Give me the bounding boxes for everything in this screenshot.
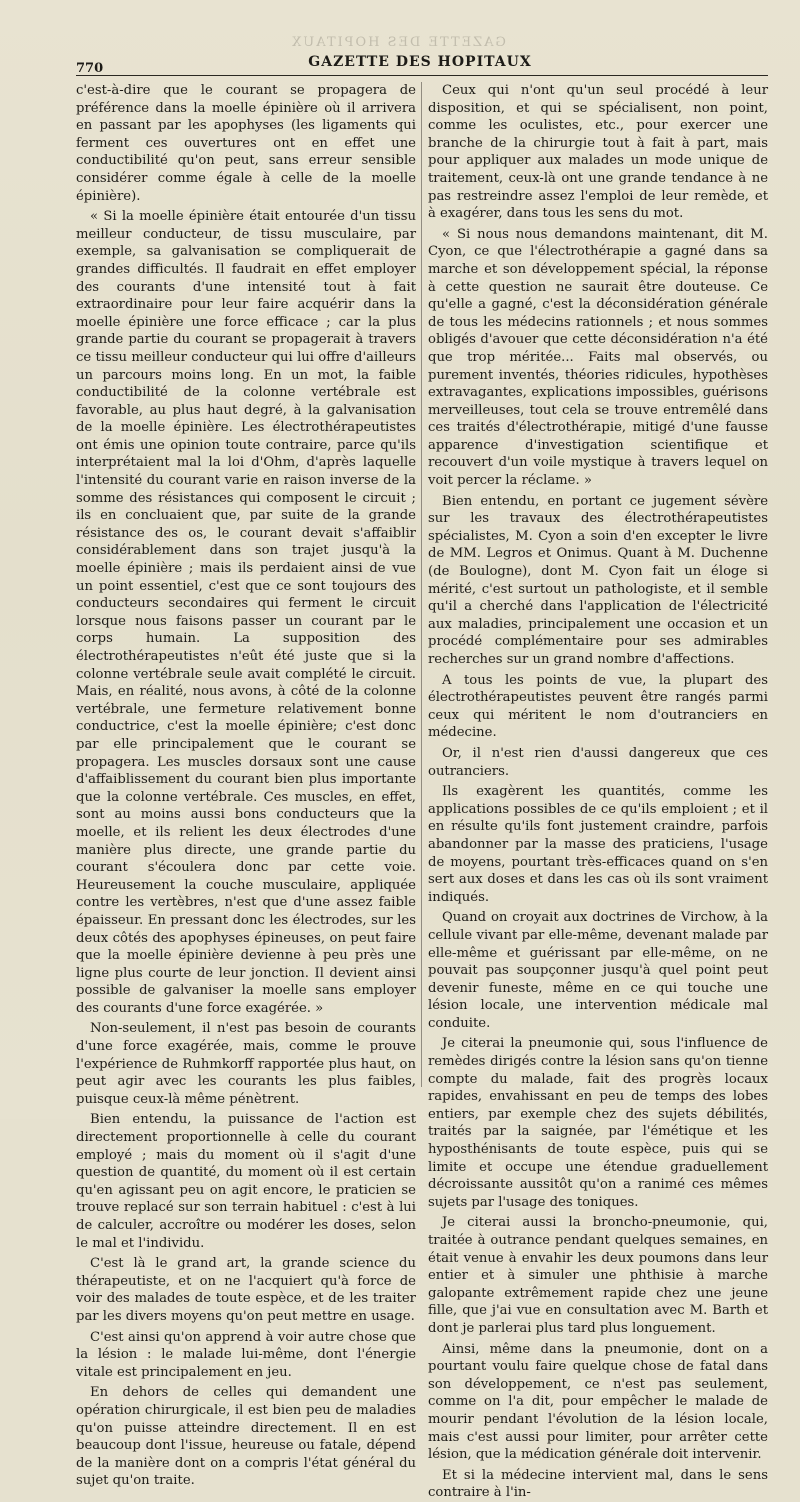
running-title: GAZETTE DES HOPITAUX xyxy=(308,54,532,70)
column-divider xyxy=(421,82,422,1087)
paragraph: Je citerai aussi la broncho-pneumonie, qui, traitée à outrance pendant quelques semaines, en était venue à envahir les deux poumons dans leur entier et à simuler une phthisie à marche galopante extrêmement rapide chez une jeune fille, que j'ai vue en consultation avec M. Barth et dont je parlerai plus tard plus longuement. xyxy=(428,1215,768,1336)
paragraph: A tous les points de vue, la plupart des électrothérapeutistes peuvent être rangés parmi ceux qui méritent le nom d'outranciers en médecine. xyxy=(428,672,768,741)
header-rule xyxy=(76,75,768,76)
paragraph: c'est-à-dire que le courant se propagera de préférence dans la moelle épinière où il arrivera en passant par les apophyses (les ligaments qui ferment ces ouvertures ont en effet une conductibilité qu'on peut, sans erreur sensible considérer comme égale à celle de la moelle épinière). xyxy=(76,83,416,204)
paragraph: Ainsi, même dans la pneumonie, dont on a pourtant voulu faire quelque chose de fatal dans son développement, ce n'est pas seulement, comme on l'a dit, pour empêcher le malade de mourir pendant l'évolution de la lésion locale, mais c'est aussi pour limiter, pour arrêter cette lésion, que la médication générale doit intervenir. xyxy=(428,1341,768,1463)
bleed-through-text: GAZETTE DES HOPITAUX xyxy=(290,35,506,50)
page-number: 770 xyxy=(76,61,104,76)
paragraph: C'est là le grand art, la grande science du thérapeutiste, et on ne l'acquiert qu'à force de voir des malades de toute espèce, et de les traiter par les divers moyens qu'on peut mettre en usage. xyxy=(76,1256,416,1324)
paragraph: Bien entendu, en portant ce jugement sévère sur les travaux des électrothérapeutistes spécialistes, M. Cyon a soin d'en excepter le livre de MM. Legros et Onimus. Quant à M. Duchenne (de Boulogne), dont M. Cyon fait un éloge si mérité, c'est surtout un pathologiste, et il semble qu'il a cherché dans l'application de l'électricité aux maladies, principalement une occasion et un procédé complémentaire pour ses admirables recherches sur un grand nombre d'affections. xyxy=(428,493,768,667)
paragraph: « Si nous nous demandons maintenant, dit M. Cyon, ce que l'électrothérapie a gagné dans sa marche et son développement spécial, la réponse à cette question ne saurait être douteuse. Ce qu'elle a gagné, c'est la déconsidération générale de tous les médecins rationnels ; et nous sommes obligés d'avouer que cette déconsidération n'a été que trop méritée... Faits mal observés, ou purement inventés, théories ridicules, hypothèses extravagantes, explications impossibles, guérisons merveilleuses, tout cela se trouve entremêlé dans ces traités d'électrothérapie, mitigé d'une fausse apparence d'investigation scientifique et recouvert d'un voile mystique à travers lequel on voit percer la réclame. » xyxy=(428,226,768,489)
left-column xyxy=(76,82,416,1489)
paragraph: Non-seulement, il n'est pas besoin de courants d'une force exagérée, mais, comme le prouve l'expérience de Ruhmkorff rapportée plus haut, on peut agir avec les courants les plus faibles, puisque ceux-là même pénètrent. xyxy=(76,1021,416,1107)
paragraph: Quand on croyait aux doctrines de Virchow, à la cellule vivant par elle-même, devenant malade par elle-même et guérissant par elle-même, on ne pouvait pas soupçonner jusqu'à quel point peut devenir funeste, même en ce qui touche une lésion locale, une intervention médicale mal conduite. xyxy=(428,910,768,1031)
paragraph: En dehors de celles qui demandent une opération chirurgicale, il est bien peu de maladies qu'on puisse atteindre directement. Il en est beaucoup dont l'issue, heureuse ou fatale, dépend de la manière dont on a compris l'état général du sujet qu'on traite. xyxy=(76,1385,416,1489)
paragraph: Bien entendu, la puissance de l'action est directement proportionnelle à celle du courant employé ; mais du moment où il s'agit d'une question de quantité, du moment où il est certain qu'en agissant peu on agit encore, le praticien se trouve replacé sur son terrain habituel : c'est à lui de calculer, accroître ou modérer les doses, selon le mal et l'individu. xyxy=(76,1112,416,1251)
paragraph: Ils exagèrent les quantités, comme les applications possibles de ce qu'ils emploient ; et il en résulte qu'ils font justement craindre, parfois abandonner par la masse des praticiens, l'usage de moyens, pourtant très-efficaces quand on s'en sert aux doses et dans les cas où ils sont vraiment indiqués. xyxy=(428,784,768,905)
paragraph: C'est ainsi qu'on apprend à voir autre chose que la lésion : le malade lui-même, dont l'énergie vitale est principalement en jeu. xyxy=(76,1329,416,1380)
paragraph: Or, il n'est rien d'aussi dangereux que ces outranciers. xyxy=(428,745,768,779)
paragraph: Ceux qui n'ont qu'un seul procédé à leur disposition, et qui se spécialisent, non point, comme les oculistes, etc., pour exercer une branche de la chirurgie tout à fait à part, mais pour appliquer aux malades un mode unique de traitement, ceux-là ont une grande tendance à ne pas restreindre assez l'emploi de leur remède, et à exagérer, dans tous les sens du mot. xyxy=(428,83,768,222)
paragraph: Et si la médecine intervient mal, dans le sens contraire à l'in- xyxy=(428,1467,768,1501)
paragraph: Je citerai la pneumonie qui, sous l'influence de remèdes dirigés contre la lésion sans qu'on tienne compte du malade, fait des progrès locaux rapides, envahissant en peu de temps des lobes entiers, par exemple chez des sujets débilités, traités par la saignée, par l'émétique et les hyposthénisants de toute espèce, puis qui se limite et occupe une étendue graduellement décroissante aussitôt qu'on a ranimé ces mêmes sujets par l'usage des toniques. xyxy=(428,1036,768,1210)
right-column xyxy=(428,82,768,1501)
paragraph: « Si la moelle épinière était entourée d'un tissu meilleur conducteur, de tissu musculaire, par exemple, sa galvanisation se compliquerait de grandes difficultés. Il faudrait en effet employer des courants d'une intensité tout à fait extraordinaire pour leur faire acquérir dans la moelle épinière une force efficace ; car la plus grande partie du courant se propagerait à travers ce tissu meilleur conducteur qui lui offre d'ailleurs un parcours moins long. En un mot, la faible conductibilité de la colonne vertébrale est favorable, au plus haut degré, à la galvanisation de la moelle épinière. Les électrothérapeutistes ont émis une opinion toute contraire, parce qu'ils interprétaient mal la loi d'Ohm, d'après laquelle l'intensité du courant varie en raison inverse de la somme des résistances qui composent le circuit ; ils en concluaient que, par suite de la grande résistance des os, le courant devait s'affaiblir considérablement dans son trajet jusqu'à la moelle épinière ; mais ils perdaient ainsi de vue un point essentiel, c'est que ce sont toujours des conducteurs secondaires qui ferment le circuit lorsque nous faisons passer un courant par le corps humain. La supposition des électrothérapeutistes n'eût été juste que si la colonne vertébrale seule avait complété le circuit. Mais, en réalité, nous avons, à côté de la colonne vertébrale, une fermeture relativement bonne conductrice, c'est la moelle épinière; c'est donc par elle principalement que le courant se propagera. Les muscles dorsaux sont une cause d'affaiblissement du courant bien plus importante que la colonne vertébrale. Ces muscles, en effet, sont au moins aussi bons conducteurs que la moelle, et ils relient les deux électrodes d'une manière plus directe, une grande partie du courant s'écoulera donc par cette voie. Heureusement la couche musculaire, appliquée contre les vertèbres, n'est que d'une assez faible épaisseur. En pressant donc les électrodes, sur les deux côtés des apophyses épineuses, on peut faire que la moelle épinière devienne à peu près une ligne plus courte de leur jonction. Il devient ainsi possible de galvaniser la moelle sans employer des courants d'une force exagérée. » xyxy=(76,209,416,1016)
